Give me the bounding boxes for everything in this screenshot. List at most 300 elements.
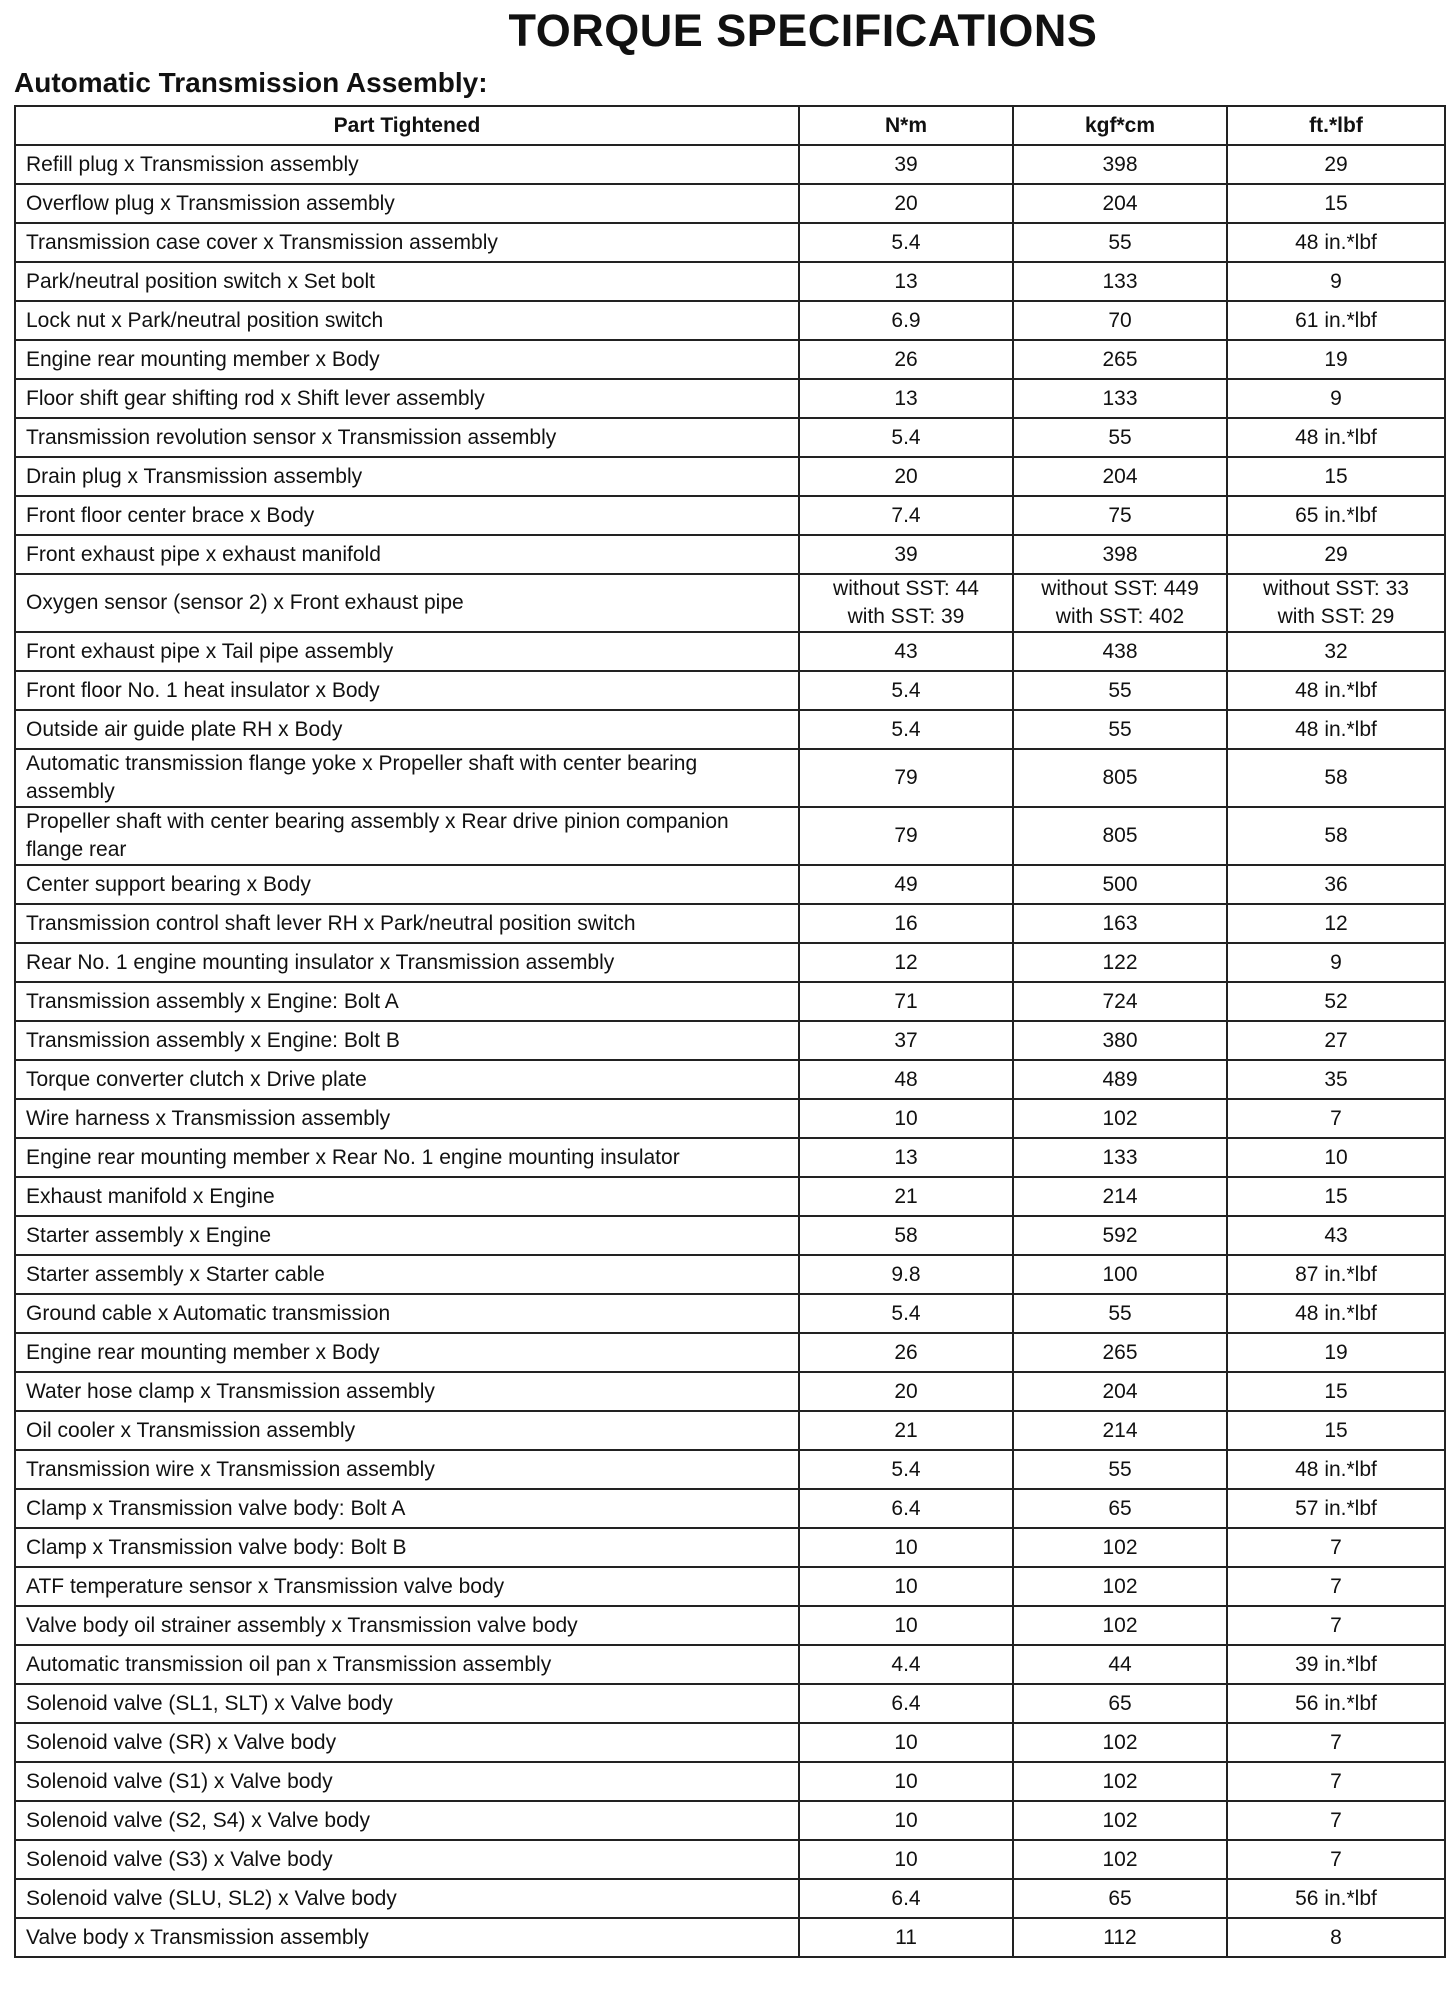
cell-kgf-cm	[1013, 1645, 1227, 1684]
cell-nm	[799, 340, 1013, 379]
cell-ft-lbf-text: 7	[1330, 1808, 1342, 1832]
table-row	[15, 1762, 1445, 1801]
table-row	[15, 223, 1445, 262]
cell-kgf-cm-text: 75	[1108, 503, 1132, 527]
table-row	[15, 1216, 1445, 1255]
table-row	[15, 1684, 1445, 1723]
cell-kgf-cm-text: 724	[1102, 989, 1138, 1013]
table-row	[15, 574, 1445, 632]
cell-ft-lbf	[1227, 1099, 1445, 1138]
cell-kgf-cm-text: 805	[1102, 766, 1138, 789]
cell-kgf-cm	[1013, 1918, 1227, 1957]
cell-kgf-cm	[1013, 1060, 1227, 1099]
cell-ft-lbf	[1227, 1138, 1445, 1177]
cell-part-tightened	[15, 1411, 799, 1450]
cell-kgf-cm	[1013, 1723, 1227, 1762]
cell-nm-text: 20	[894, 1379, 918, 1403]
cell-ft-lbf-text: 87 in.*lbf	[1295, 1262, 1377, 1286]
cell-kgf-cm	[1013, 1450, 1227, 1489]
cell-kgf-cm	[1013, 865, 1227, 904]
table-row	[15, 1177, 1445, 1216]
table-row	[15, 1021, 1445, 1060]
cell-nm-text: 10	[894, 1847, 918, 1871]
cell-part-tightened-text: Floor shift gear shifting rod x Shift lever assembly	[26, 386, 485, 410]
cell-ft-lbf-text: 9	[1330, 950, 1342, 974]
table-row	[15, 632, 1445, 671]
cell-kgf-cm	[1013, 184, 1227, 223]
cell-part-tightened	[15, 904, 799, 943]
cell-nm	[799, 1723, 1013, 1762]
header-kgf-cm: kgf*cm	[1013, 106, 1227, 145]
cell-part-tightened-text: Wire harness x Transmission assembly	[26, 1106, 391, 1130]
cell-part-tightened	[15, 574, 799, 632]
cell-part-tightened-text: Lock nut x Park/neutral position switch	[26, 308, 384, 332]
cell-ft-lbf-text: 7	[1330, 1730, 1342, 1754]
cell-kgf-cm	[1013, 710, 1227, 749]
cell-kgf-cm	[1013, 535, 1227, 574]
cell-part-tightened-text: Torque converter clutch x Drive plate	[26, 1067, 367, 1091]
cell-ft-lbf	[1227, 1333, 1445, 1372]
cell-part-tightened-text: Clamp x Transmission valve body: Bolt A	[26, 1496, 406, 1520]
cell-kgf-cm	[1013, 749, 1227, 807]
cell-kgf-cm	[1013, 1021, 1227, 1060]
cell-nm-text: 48	[894, 1067, 918, 1091]
table-row	[15, 1333, 1445, 1372]
cell-part-tightened	[15, 223, 799, 262]
cell-part-tightened-text: Transmission assembly x Engine: Bolt B	[26, 1028, 400, 1052]
table-row	[15, 340, 1445, 379]
cell-part-tightened-text: Solenoid valve (S2, S4) x Valve body	[26, 1808, 370, 1832]
cell-ft-lbf-text: 7	[1330, 1535, 1342, 1559]
cell-part-tightened	[15, 418, 799, 457]
cell-kgf-cm	[1013, 1801, 1227, 1840]
cell-ft-lbf	[1227, 1489, 1445, 1528]
table-row	[15, 1372, 1445, 1411]
table-row	[15, 982, 1445, 1021]
cell-ft-lbf	[1227, 1723, 1445, 1762]
cell-nm-text: 12	[894, 950, 918, 974]
cell-nm-text: 9.8	[891, 1262, 921, 1286]
cell-ft-lbf-text: 65 in.*lbf	[1295, 503, 1377, 527]
cell-nm-text: 21	[894, 1418, 918, 1442]
table-row	[15, 1099, 1445, 1138]
cell-part-tightened-text: Drain plug x Transmission assembly	[26, 464, 363, 488]
table-row	[15, 1138, 1445, 1177]
cell-part-tightened-text: Automatic transmission oil pan x Transmission assembly	[26, 1652, 552, 1676]
cell-kgf-cm-text: 102	[1102, 1847, 1138, 1871]
cell-ft-lbf-text: 39 in.*lbf	[1295, 1652, 1377, 1676]
cell-ft-lbf-text: 15	[1324, 1418, 1348, 1442]
cell-ft-lbf	[1227, 1567, 1445, 1606]
cell-kgf-cm-text: 489	[1102, 1067, 1138, 1091]
cell-part-tightened	[15, 184, 799, 223]
cell-kgf-cm-text: 204	[1102, 191, 1138, 215]
cell-nm-text: 5.4	[891, 1301, 921, 1325]
cell-kgf-cm	[1013, 982, 1227, 1021]
cell-part-tightened	[15, 1372, 799, 1411]
cell-nm	[799, 301, 1013, 340]
table-row	[15, 710, 1445, 749]
cell-part-tightened-text: Overflow plug x Transmission assembly	[26, 191, 395, 215]
header-nm: N*m	[799, 106, 1013, 145]
cell-kgf-cm	[1013, 1762, 1227, 1801]
cell-kgf-cm-text: 500	[1102, 872, 1138, 896]
table-row	[15, 904, 1445, 943]
cell-ft-lbf	[1227, 340, 1445, 379]
cell-nm	[799, 1372, 1013, 1411]
cell-nm-text: 5.4	[891, 1457, 921, 1481]
cell-nm-text: 79	[894, 824, 918, 847]
cell-nm	[799, 184, 1013, 223]
cell-part-tightened	[15, 1684, 799, 1723]
table-row	[15, 1489, 1445, 1528]
cell-nm-text: 49	[894, 872, 918, 896]
cell-kgf-cm	[1013, 1138, 1227, 1177]
cell-part-tightened	[15, 1489, 799, 1528]
cell-ft-lbf-text: 58	[1324, 824, 1348, 847]
cell-nm	[799, 1255, 1013, 1294]
cell-kgf-cm-text: 55	[1108, 1457, 1132, 1481]
cell-nm	[799, 1411, 1013, 1450]
cell-kgf-cm-text: 102	[1102, 1808, 1138, 1832]
cell-part-tightened	[15, 982, 799, 1021]
cell-nm	[799, 943, 1013, 982]
cell-kgf-cm	[1013, 379, 1227, 418]
cell-ft-lbf	[1227, 1918, 1445, 1957]
cell-part-tightened	[15, 1138, 799, 1177]
cell-nm	[799, 1333, 1013, 1372]
cell-kgf-cm-text: 592	[1102, 1223, 1138, 1247]
cell-ft-lbf	[1227, 379, 1445, 418]
cell-kgf-cm-text: 44	[1108, 1652, 1132, 1676]
cell-part-tightened	[15, 1918, 799, 1957]
cell-part-tightened-text: Solenoid valve (S1) x Valve body	[26, 1769, 333, 1793]
cell-kgf-cm	[1013, 904, 1227, 943]
cell-ft-lbf-text: 15	[1324, 464, 1348, 488]
cell-part-tightened	[15, 145, 799, 184]
cell-ft-lbf-text: 19	[1324, 347, 1348, 371]
cell-part-tightened-text: Solenoid valve (SL1, SLT) x Valve body	[26, 1691, 393, 1715]
cell-nm	[799, 496, 1013, 535]
cell-ft-lbf	[1227, 1216, 1445, 1255]
table-row	[15, 1060, 1445, 1099]
cell-kgf-cm	[1013, 943, 1227, 982]
cell-ft-lbf	[1227, 1879, 1445, 1918]
cell-kgf-cm-text: 133	[1102, 1145, 1138, 1169]
cell-ft-lbf	[1227, 710, 1445, 749]
cell-nm	[799, 262, 1013, 301]
cell-kgf-cm-text: 398	[1102, 542, 1138, 566]
cell-kgf-cm-text: 55	[1108, 230, 1132, 254]
cell-nm-text: 10	[894, 1106, 918, 1130]
cell-ft-lbf-text: 58	[1324, 766, 1348, 789]
cell-ft-lbf	[1227, 496, 1445, 535]
cell-nm	[799, 1177, 1013, 1216]
cell-nm	[799, 632, 1013, 671]
cell-nm-text: 6.4	[891, 1496, 921, 1520]
cell-nm	[799, 1021, 1013, 1060]
table-row	[15, 301, 1445, 340]
cell-part-tightened	[15, 1216, 799, 1255]
cell-ft-lbf	[1227, 1801, 1445, 1840]
cell-nm-text: 13	[894, 269, 918, 293]
cell-ft-lbf	[1227, 301, 1445, 340]
cell-nm	[799, 1801, 1013, 1840]
cell-nm	[799, 418, 1013, 457]
cell-kgf-cm-text: 102	[1102, 1106, 1138, 1130]
cell-nm	[799, 807, 1013, 865]
cell-nm	[799, 1606, 1013, 1645]
cell-nm	[799, 1138, 1013, 1177]
cell-part-tightened-text: Engine rear mounting member x Rear No. 1 engine mounting insulator	[26, 1145, 680, 1169]
cell-part-tightened	[15, 865, 799, 904]
cell-part-tightened-text: Transmission control shaft lever RH x Park/neutral position switch	[26, 911, 636, 935]
cell-ft-lbf-text: 48 in.*lbf	[1295, 230, 1377, 254]
cell-part-tightened-text: Rear No. 1 engine mounting insulator x Transmission assembly	[26, 950, 615, 974]
cell-part-tightened	[15, 943, 799, 982]
cell-part-tightened-text: Solenoid valve (SLU, SL2) x Valve body	[26, 1886, 397, 1910]
cell-nm	[799, 145, 1013, 184]
cell-nm	[799, 1840, 1013, 1879]
cell-ft-lbf	[1227, 535, 1445, 574]
cell-kgf-cm-text: 102	[1102, 1769, 1138, 1793]
cell-nm	[799, 1684, 1013, 1723]
cell-nm	[799, 1060, 1013, 1099]
cell-part-tightened-text: Center support bearing x Body	[26, 872, 311, 896]
cell-nm	[799, 1567, 1013, 1606]
cell-part-tightened	[15, 1801, 799, 1840]
cell-part-tightened-text: Starter assembly x Starter cable	[26, 1262, 325, 1286]
cell-ft-lbf	[1227, 1606, 1445, 1645]
cell-nm-text: 26	[894, 347, 918, 371]
cell-nm-text: 37	[894, 1028, 918, 1052]
cell-part-tightened	[15, 262, 799, 301]
cell-kgf-cm-text: 204	[1102, 1379, 1138, 1403]
cell-ft-lbf-text: 48 in.*lbf	[1295, 425, 1377, 449]
cell-kgf-cm	[1013, 223, 1227, 262]
cell-part-tightened	[15, 1333, 799, 1372]
cell-ft-lbf	[1227, 1762, 1445, 1801]
cell-nm	[799, 671, 1013, 710]
cell-ft-lbf	[1227, 865, 1445, 904]
cell-ft-lbf	[1227, 223, 1445, 262]
torque-spec-table	[14, 105, 1446, 1958]
cell-nm-text: 10	[894, 1535, 918, 1559]
cell-part-tightened	[15, 749, 799, 807]
cell-ft-lbf-text: 56 in.*lbf	[1295, 1691, 1377, 1715]
table-row	[15, 1606, 1445, 1645]
cell-part-tightened-text: Valve body oil strainer assembly x Transmission valve body	[26, 1613, 578, 1637]
table-row	[15, 807, 1445, 865]
cell-nm-text: 5.4	[891, 717, 921, 741]
cell-kgf-cm	[1013, 1294, 1227, 1333]
cell-ft-lbf	[1227, 904, 1445, 943]
cell-ft-lbf-text: 52	[1324, 989, 1348, 1013]
cell-kgf-cm-text: 102	[1102, 1574, 1138, 1598]
cell-ft-lbf-text: 12	[1324, 911, 1348, 935]
cell-kgf-cm	[1013, 1606, 1227, 1645]
cell-kgf-cm	[1013, 301, 1227, 340]
cell-nm-text: 39	[894, 152, 918, 176]
cell-nm	[799, 904, 1013, 943]
cell-kgf-cm	[1013, 1684, 1227, 1723]
cell-nm-text: 58	[894, 1223, 918, 1247]
cell-ft-lbf-text: 7	[1330, 1769, 1342, 1793]
cell-kgf-cm	[1013, 574, 1227, 632]
cell-ft-lbf-text: 10	[1324, 1145, 1348, 1169]
cell-kgf-cm	[1013, 807, 1227, 865]
table-row	[15, 379, 1445, 418]
cell-part-tightened-text: Park/neutral position switch x Set bolt	[26, 269, 376, 293]
cell-ft-lbf	[1227, 1840, 1445, 1879]
cell-part-tightened	[15, 1255, 799, 1294]
cell-nm-text: 71	[894, 989, 918, 1013]
cell-kgf-cm-text: 265	[1102, 1340, 1138, 1364]
cell-nm	[799, 457, 1013, 496]
cell-part-tightened-text: Oxygen sensor (sensor 2) x Front exhaust pipe	[26, 591, 464, 614]
cell-kgf-cm	[1013, 1333, 1227, 1372]
cell-part-tightened-text: Front exhaust pipe x Tail pipe assembly	[26, 639, 394, 663]
cell-nm-text: 26	[894, 1340, 918, 1364]
cell-nm-text: 13	[894, 1145, 918, 1169]
cell-ft-lbf	[1227, 632, 1445, 671]
cell-ft-lbf-text: 15	[1324, 1184, 1348, 1208]
cell-kgf-cm	[1013, 1489, 1227, 1528]
cell-ft-lbf	[1227, 1684, 1445, 1723]
table-row	[15, 1294, 1445, 1333]
cell-kgf-cm-text: 65	[1108, 1691, 1132, 1715]
table-row	[15, 671, 1445, 710]
table-row	[15, 1918, 1445, 1957]
table-row	[15, 145, 1445, 184]
cell-ft-lbf-text: 27	[1324, 1028, 1348, 1052]
cell-part-tightened-text: Engine rear mounting member x Body	[26, 1340, 380, 1364]
cell-part-tightened	[15, 1840, 799, 1879]
cell-nm-text: 10	[894, 1730, 918, 1754]
cell-nm	[799, 379, 1013, 418]
table-row	[15, 1801, 1445, 1840]
cell-part-tightened	[15, 1099, 799, 1138]
cell-nm-text: 20	[894, 191, 918, 215]
cell-part-tightened	[15, 535, 799, 574]
table-row	[15, 1723, 1445, 1762]
cell-part-tightened	[15, 1177, 799, 1216]
cell-kgf-cm	[1013, 340, 1227, 379]
cell-kgf-cm-text: 265	[1102, 347, 1138, 371]
cell-kgf-cm	[1013, 1879, 1227, 1918]
cell-part-tightened-text: Transmission assembly x Engine: Bolt A	[26, 989, 399, 1013]
cell-kgf-cm-text: 55	[1108, 425, 1132, 449]
cell-kgf-cm-text: 102	[1102, 1613, 1138, 1637]
cell-part-tightened-text: Oil cooler x Transmission assembly	[26, 1418, 356, 1442]
cell-kgf-cm-text: 214	[1102, 1418, 1138, 1442]
cell-part-tightened-text: Outside air guide plate RH x Body	[26, 717, 343, 741]
cell-kgf-cm-text: 55	[1108, 1301, 1132, 1325]
table-row	[15, 457, 1445, 496]
cell-ft-lbf-text: 7	[1330, 1613, 1342, 1637]
cell-ft-lbf-text: 9	[1330, 269, 1342, 293]
cell-nm	[799, 1879, 1013, 1918]
cell-part-tightened	[15, 671, 799, 710]
cell-ft-lbf	[1227, 1294, 1445, 1333]
cell-part-tightened	[15, 340, 799, 379]
cell-nm-text: 4.4	[891, 1652, 921, 1676]
cell-nm	[799, 1450, 1013, 1489]
cell-ft-lbf-text: 32	[1324, 639, 1348, 663]
table-row	[15, 1411, 1445, 1450]
cell-nm-text: 5.4	[891, 425, 921, 449]
cell-part-tightened-text: Refill plug x Transmission assembly	[26, 152, 359, 176]
cell-ft-lbf-text: 56 in.*lbf	[1295, 1886, 1377, 1910]
cell-kgf-cm	[1013, 1528, 1227, 1567]
cell-nm-text: 39	[894, 542, 918, 566]
cell-nm	[799, 1645, 1013, 1684]
cell-kgf-cm	[1013, 1177, 1227, 1216]
cell-ft-lbf-text: 36	[1324, 872, 1348, 896]
cell-ft-lbf-text: 48 in.*lbf	[1295, 1301, 1377, 1325]
cell-part-tightened-text: Ground cable x Automatic transmission	[26, 1301, 391, 1325]
cell-nm	[799, 223, 1013, 262]
cell-ft-lbf-text: 7	[1330, 1574, 1342, 1598]
cell-ft-lbf-text: 9	[1330, 386, 1342, 410]
cell-ft-lbf	[1227, 982, 1445, 1021]
cell-nm-text: 5.4	[891, 678, 921, 702]
cell-part-tightened	[15, 379, 799, 418]
cell-ft-lbf	[1227, 145, 1445, 184]
cell-part-tightened	[15, 1294, 799, 1333]
cell-ft-lbf-text: 15	[1324, 1379, 1348, 1403]
cell-kgf-cm-text: 65	[1108, 1496, 1132, 1520]
cell-part-tightened	[15, 496, 799, 535]
cell-kgf-cm	[1013, 496, 1227, 535]
cell-nm	[799, 1489, 1013, 1528]
cell-part-tightened	[15, 1060, 799, 1099]
cell-kgf-cm-text: 122	[1102, 950, 1138, 974]
cell-ft-lbf	[1227, 1411, 1445, 1450]
cell-nm	[799, 1216, 1013, 1255]
table-row	[15, 1255, 1445, 1294]
cell-part-tightened-text: Clamp x Transmission valve body: Bolt B	[26, 1535, 407, 1559]
cell-nm	[799, 982, 1013, 1021]
cell-nm	[799, 1762, 1013, 1801]
cell-nm	[799, 1918, 1013, 1957]
cell-ft-lbf-text-line2: with SST: 29	[1277, 605, 1395, 628]
cell-ft-lbf	[1227, 1450, 1445, 1489]
cell-nm-text: 5.4	[891, 230, 921, 254]
cell-kgf-cm	[1013, 262, 1227, 301]
cell-kgf-cm-text: 398	[1102, 152, 1138, 176]
cell-kgf-cm-text: 214	[1102, 1184, 1138, 1208]
cell-ft-lbf	[1227, 1372, 1445, 1411]
cell-ft-lbf	[1227, 807, 1445, 865]
cell-ft-lbf-text: 35	[1324, 1067, 1348, 1091]
cell-ft-lbf-text: 7	[1330, 1106, 1342, 1130]
table-row	[15, 749, 1445, 807]
cell-kgf-cm-text: 380	[1102, 1028, 1138, 1052]
cell-nm-text: 79	[894, 766, 918, 789]
table-row	[15, 1528, 1445, 1567]
cell-nm-text-line2: with SST: 39	[847, 605, 965, 628]
cell-kgf-cm-text: 163	[1102, 911, 1138, 935]
cell-kgf-cm-text: 112	[1103, 1925, 1137, 1949]
cell-part-tightened-text: Transmission revolution sensor x Transmission assembly	[26, 425, 557, 449]
header-part-tightened: Part Tightened	[15, 106, 799, 145]
cell-ft-lbf-text: 15	[1324, 191, 1348, 215]
cell-part-tightened	[15, 1606, 799, 1645]
cell-ft-lbf	[1227, 749, 1445, 807]
cell-part-tightened-text-line2: assembly	[26, 780, 115, 803]
table-row	[15, 1645, 1445, 1684]
